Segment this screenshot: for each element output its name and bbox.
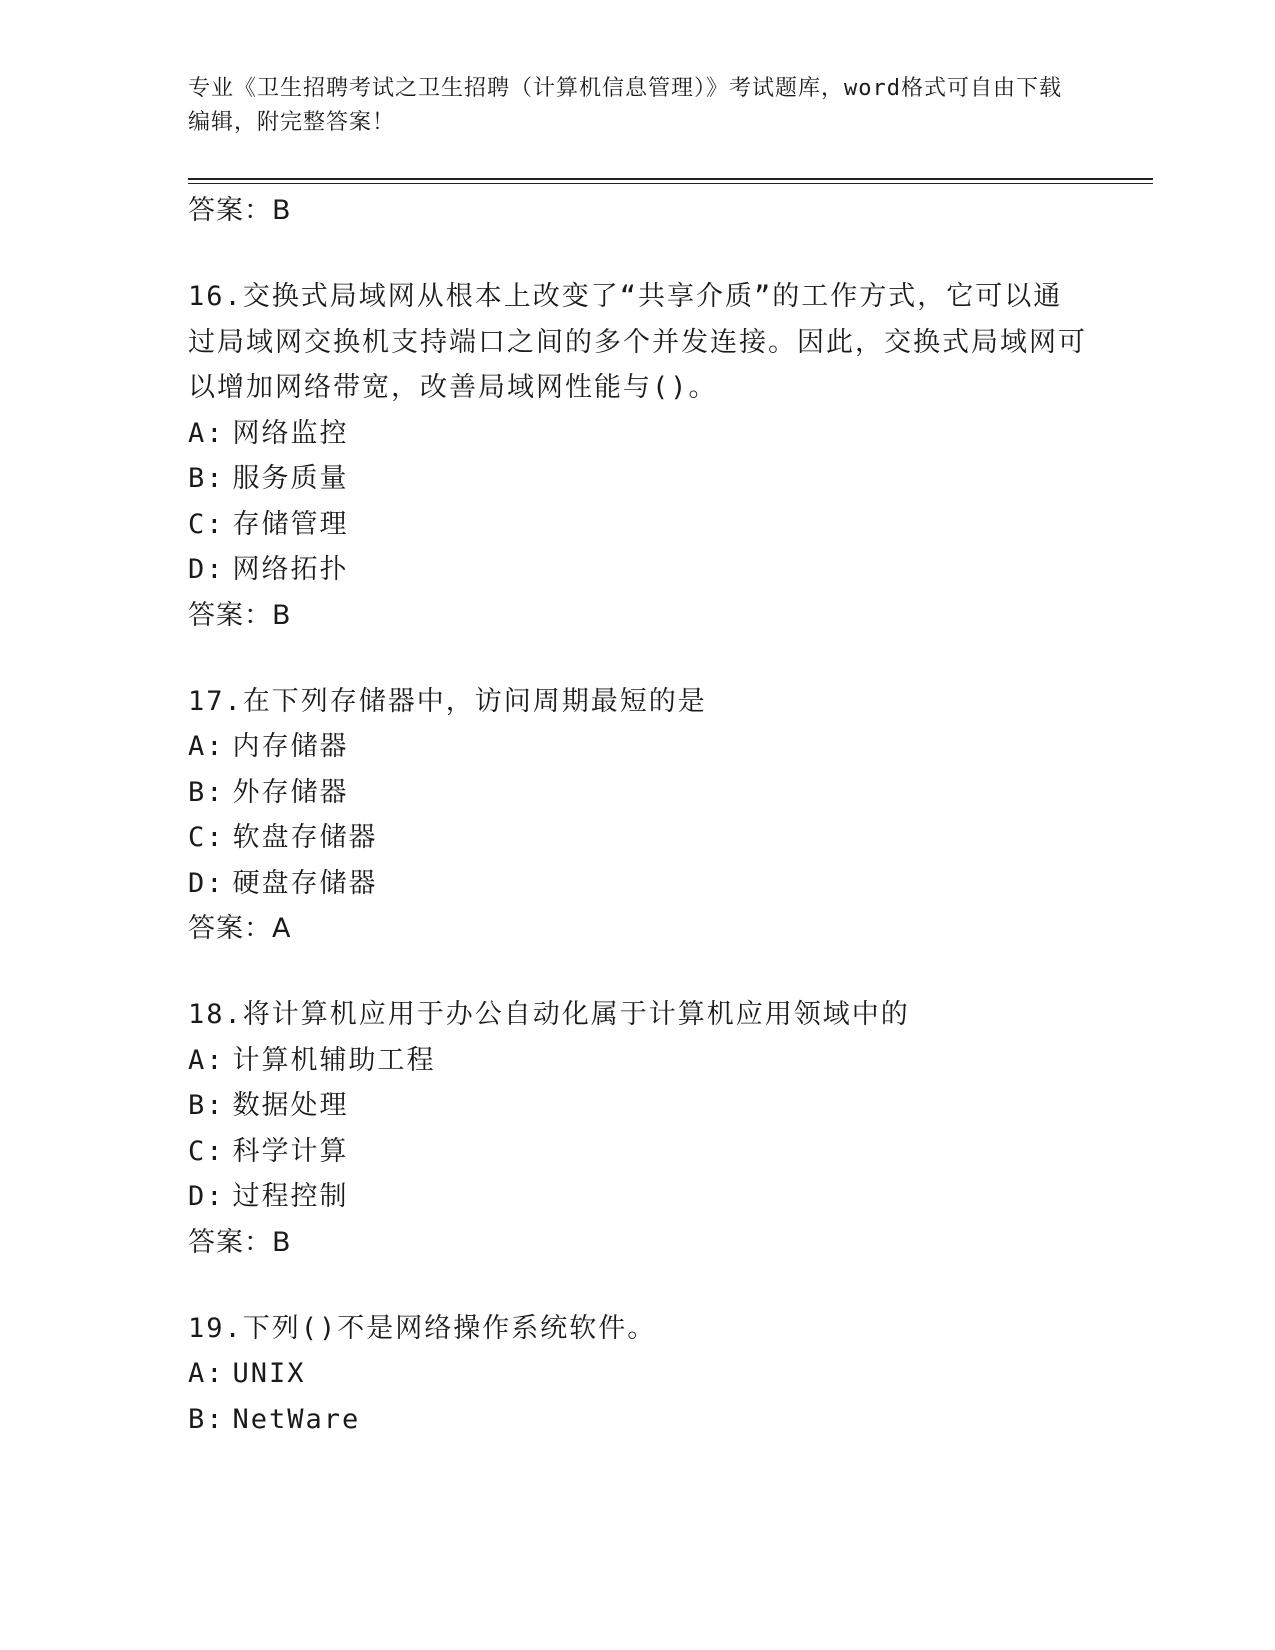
option-b: [188, 1083, 1088, 1129]
question-text: 19.下列()不是网络操作系统软件。: [188, 1312, 657, 1344]
option-text: 存储管理: [232, 508, 349, 540]
question-16: [188, 274, 1088, 639]
option-letter: B:: [188, 1090, 225, 1121]
option-b: [188, 770, 1088, 816]
question-19: [188, 1306, 1088, 1443]
option-letter: C:: [188, 1135, 225, 1167]
option-a: [188, 1351, 1088, 1397]
question-text: 18.将计算机应用于办公自动化属于计算机应用领域中的: [188, 999, 910, 1030]
option-c: [188, 815, 1088, 861]
question-17: [188, 679, 1088, 953]
option-text: 科学计算: [232, 1135, 349, 1167]
option-letter: A:: [188, 417, 225, 449]
option-a: [188, 724, 1088, 770]
option-letter: A:: [188, 1044, 225, 1076]
option-a: [188, 411, 1088, 457]
question-text: 16.交换式局域网从根本上改变了“共享介质”的工作方式，它可以通过局域网交换机支持端口之间的多个并发连接。因此，交换式局域网可以增加网络带宽，改善局域网性能与()。: [188, 281, 1087, 403]
option-a: [188, 1038, 1088, 1084]
option-text: 计算机辅助工程: [232, 1044, 436, 1076]
option-text: 内存储器: [232, 731, 349, 762]
option-text: 过程控制: [232, 1181, 349, 1212]
option-d: [188, 861, 1088, 907]
answer-line: 答案：B: [188, 195, 292, 226]
question-list: [188, 188, 1088, 1442]
option-text: 外存储器: [232, 776, 349, 808]
answer-line: 答案：A: [188, 913, 292, 944]
question-18: [188, 992, 1088, 1266]
option-text: 硬盘存储器: [232, 867, 378, 899]
option-b: [188, 456, 1088, 502]
option-letter: B:: [188, 463, 225, 494]
option-letter: D:: [188, 867, 225, 899]
option-letter: B:: [188, 776, 225, 808]
option-d: [188, 547, 1088, 593]
option-text: 网络监控: [232, 417, 349, 449]
option-c: [188, 502, 1088, 548]
option-text: 数据处理: [232, 1090, 349, 1121]
option-text: NetWare: [232, 1403, 361, 1435]
header-divider-thin: [188, 183, 1153, 184]
option-c: [188, 1129, 1088, 1175]
option-text: UNIX: [232, 1358, 306, 1389]
option-letter: D:: [188, 554, 225, 585]
document-header-intro: 专业《卫生招聘考试之卫生招聘（计算机信息管理）》考试题库，word格式可自由下载编辑，附完整答案！: [188, 76, 1062, 135]
option-letter: B:: [188, 1403, 225, 1435]
answer-line: 答案：B: [188, 599, 292, 631]
option-letter: C:: [188, 508, 225, 540]
option-b: [188, 1397, 1088, 1443]
option-text: 软盘存储器: [232, 822, 378, 853]
option-d: [188, 1174, 1088, 1220]
option-text: 网络拓扑: [232, 554, 349, 585]
option-letter: D:: [188, 1181, 225, 1212]
option-text: 服务质量: [232, 463, 349, 494]
option-letter: C:: [188, 822, 225, 853]
answer-line: 答案：B: [188, 1226, 292, 1258]
header-divider-thick: [188, 178, 1153, 180]
option-letter: A:: [188, 1358, 225, 1389]
option-letter: A:: [188, 731, 225, 762]
question-text: 17.在下列存储器中，访问周期最短的是: [188, 685, 707, 717]
